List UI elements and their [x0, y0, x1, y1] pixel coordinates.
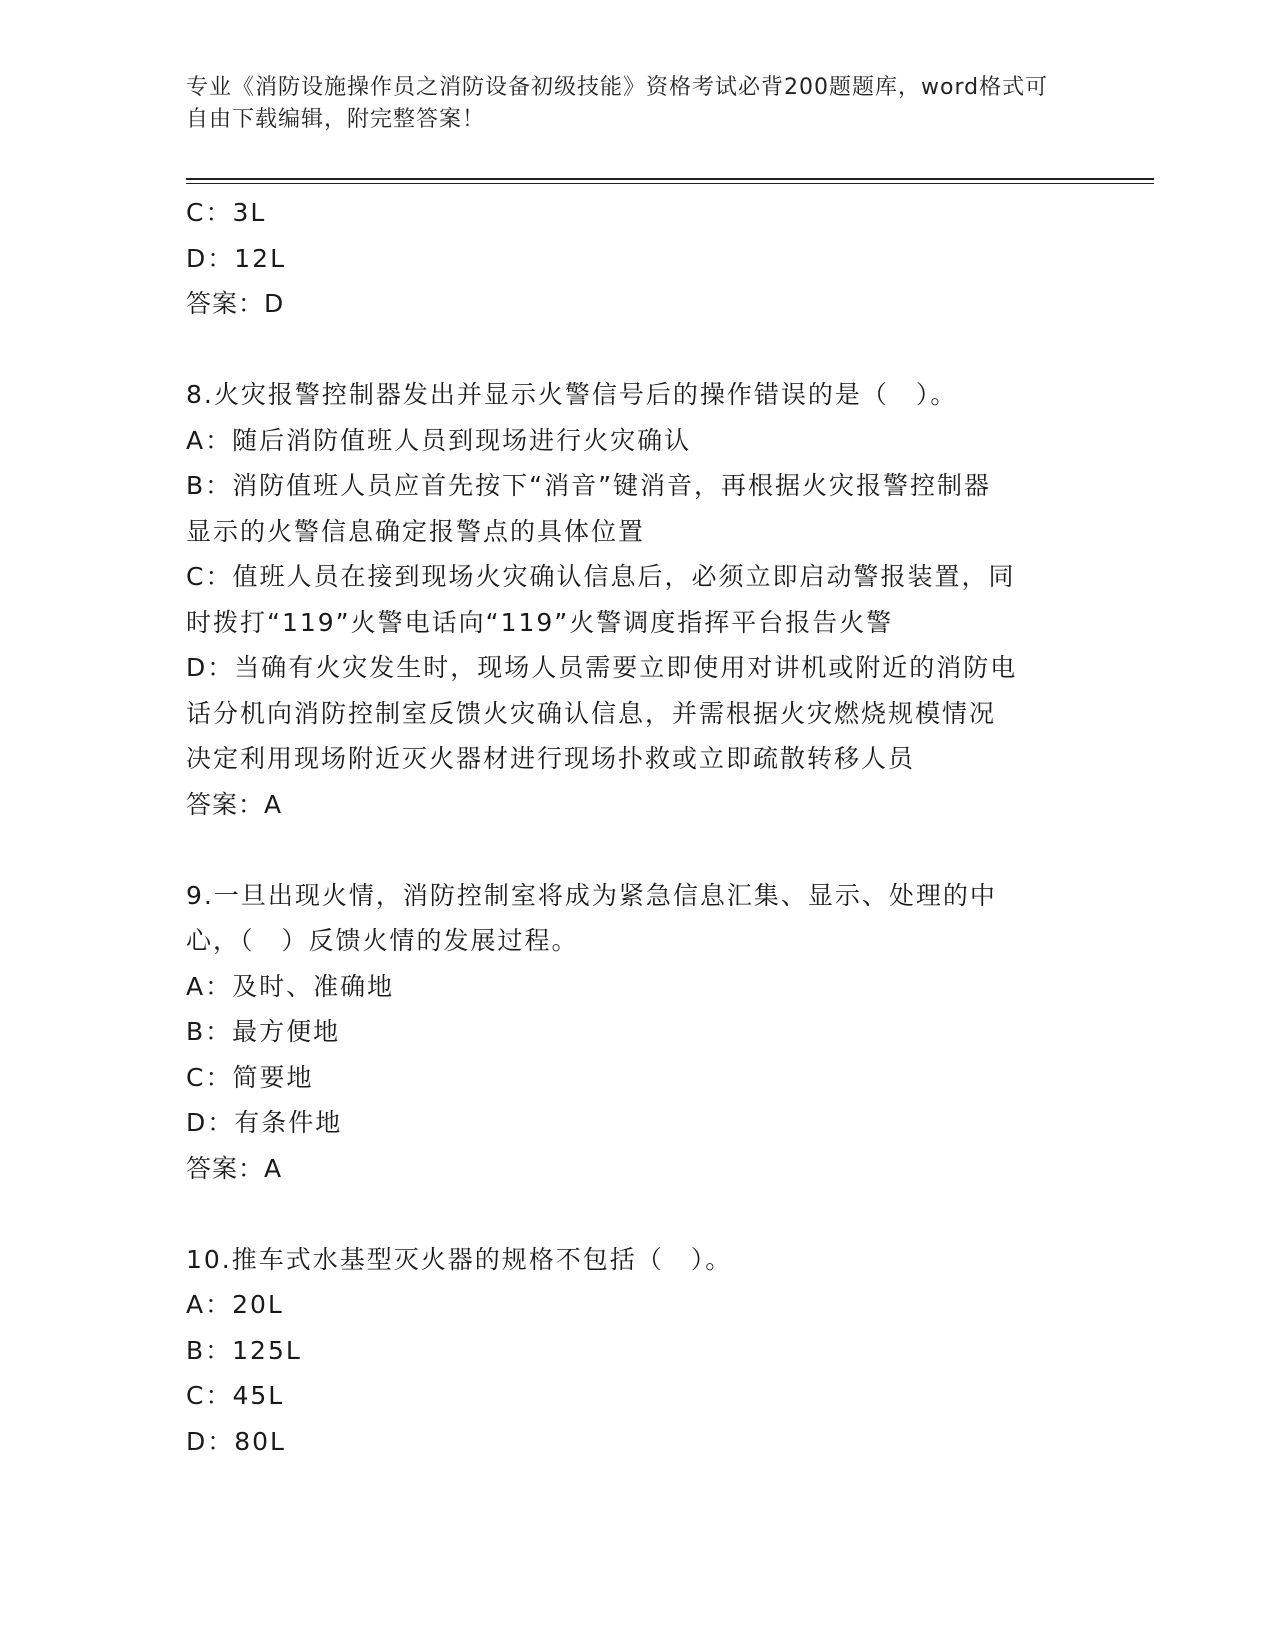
question-9 [186, 873, 1086, 1192]
option-d: D：80L [186, 1426, 286, 1456]
spacer [186, 827, 1086, 873]
option-b: B：最方便地 [186, 1017, 341, 1046]
option-d-line-1: D：当确有火灾发生时，现场人员需要立即使用对讲机或附近的消防电 [186, 653, 1018, 682]
option-a: A：20L [186, 1290, 284, 1319]
option-d-line-3: 决定利用现场附近灭火器材进行现场扑救或立即疏散转移人员 [186, 744, 916, 773]
question-content [186, 190, 1086, 1464]
option-c-line-2: 时拨打“119”火警电话向“119”火警调度指挥平台报告火警 [186, 607, 894, 637]
option-b: B：125L [186, 1335, 302, 1365]
carryover-option-d: D：12L [186, 243, 287, 273]
header-divider-thick [186, 178, 1154, 180]
question-stem-line-1: 9.一旦出现火情，消防控制室将成为紧急信息汇集、显示、处理的中 [186, 880, 997, 910]
option-b-line-1: B：消防值班人员应首先按下“消音”键消音，再根据火灾报警控制器 [186, 471, 992, 500]
question-stem-line-2: 心，（ ）反馈火情的发展过程。 [186, 926, 579, 955]
spacer [186, 1191, 1086, 1237]
document-header: 专业《消防设施操作员之消防设备初级技能》资格考试必背200题题库，word格式可自由下载编辑，附完整答案！ [186, 75, 1049, 132]
option-a: A：及时、准确地 [186, 971, 395, 1001]
option-c-line-1: C：值班人员在接到现场火灾确认信息后，必须立即启动警报装置，同 [186, 562, 1016, 591]
option-d: D：有条件地 [186, 1108, 343, 1137]
option-c: C：45L [186, 1381, 285, 1410]
question-8 [186, 372, 1086, 827]
answer: 答案：A [186, 789, 283, 819]
header-divider-thin [186, 183, 1154, 184]
option-b-line-2: 显示的火警信息确定报警点的具体位置 [186, 516, 646, 546]
option-c: C：简要地 [186, 1062, 314, 1092]
carryover-answer: 答案：D [186, 289, 285, 318]
carryover-option-c: C：3L [186, 198, 267, 227]
option-a: A：随后消防值班人员到现场进行火灾确认 [186, 425, 692, 455]
option-d-line-2: 话分机向消防控制室反馈火灾确认信息，并需根据火灾燃烧规模情况 [186, 698, 997, 728]
question-stem: 8.火灾报警控制器发出并显示火警信号后的操作错误的是（ ）。 [186, 380, 958, 409]
question-10 [186, 1237, 1086, 1465]
answer: 答案：A [186, 1153, 283, 1183]
question-stem: 10.推车式水基型灭火器的规格不包括（ ）。 [186, 1244, 733, 1274]
spacer [186, 327, 1086, 373]
